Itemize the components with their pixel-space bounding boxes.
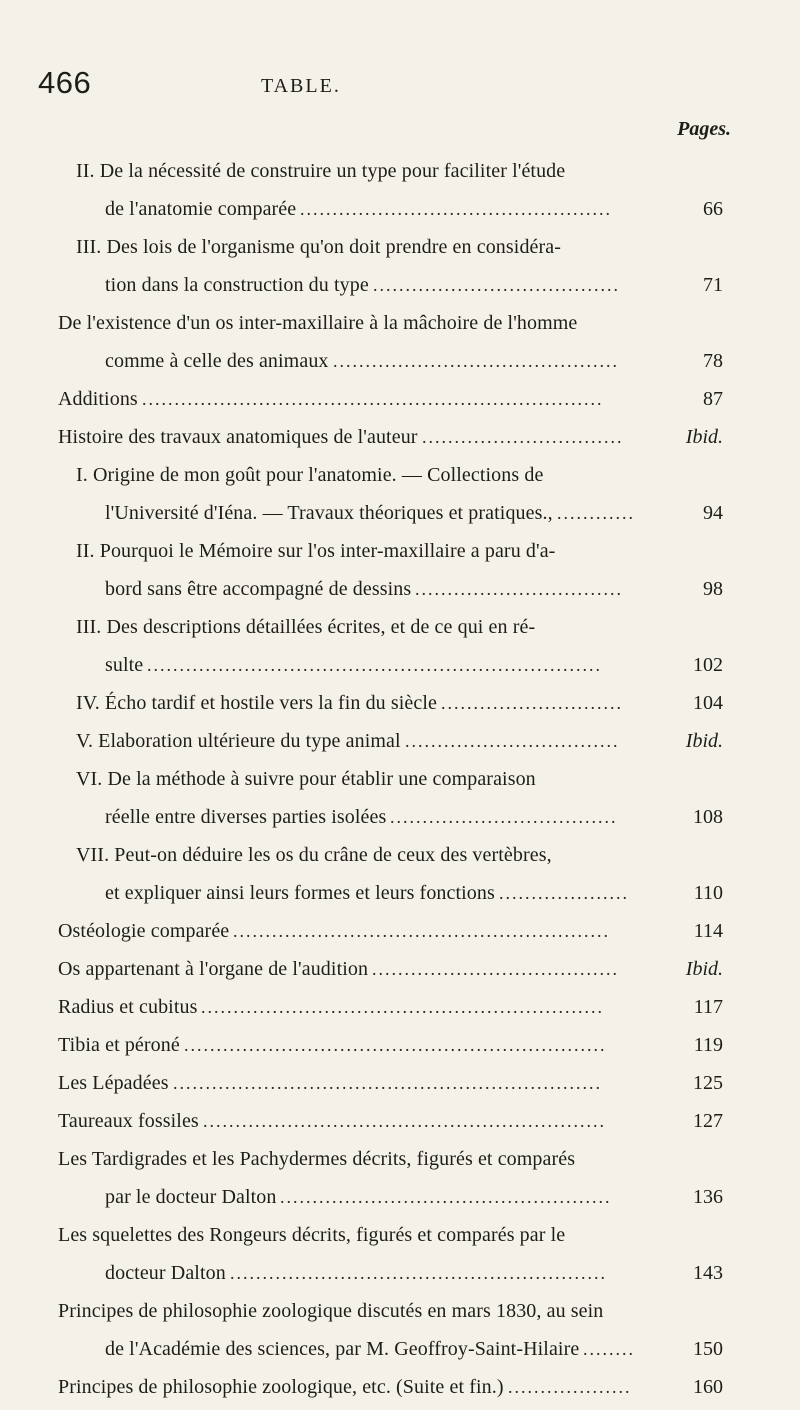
toc-entry-title: De l'existence d'un os inter-maxillaire à la mâchoire de l'homme [58, 312, 578, 334]
toc-entry-page: Ibid. [685, 426, 723, 448]
toc-entry-title: V. Elaboration ultérieure du type animal [76, 730, 401, 752]
toc-entry-title: Les Tardigrades et les Pachydermes décrits, figurés et comparés [58, 1148, 576, 1170]
toc-entry-title: IV. Écho tardif et hostile vers la fin du siècle [76, 692, 437, 714]
dot-leader: ........ [583, 1339, 635, 1359]
toc-entry-page: 98 [703, 578, 723, 600]
toc-entry-title: Taureaux fossiles [58, 1110, 199, 1132]
toc-entry-page: 117 [693, 996, 723, 1018]
toc-entry-page: 143 [693, 1262, 723, 1284]
toc-entry-page: 110 [693, 882, 723, 904]
toc-entry-page: 94 [703, 502, 723, 524]
dot-leader: ................................................... [280, 1187, 612, 1207]
toc-entry-page: 108 [693, 806, 723, 828]
toc-entry-continuation-row [0, 798, 800, 836]
toc-entry [0, 1216, 800, 1254]
toc-entry-title: Les squelettes des Rongeurs décrits, figurés et comparés par le [58, 1224, 566, 1246]
dot-leader: ................................... [390, 807, 618, 827]
toc-entry-title: II. Pourquoi le Mémoire sur l'os inter-maxillaire a paru d'a- [76, 540, 556, 562]
page-header [38, 65, 738, 105]
toc-entry-continuation: sulte [105, 654, 144, 676]
toc-entry-page: 136 [693, 1186, 723, 1208]
toc-entry-continuation-row [0, 1330, 800, 1368]
toc-entry-page: 127 [693, 1110, 723, 1132]
toc-entry-title: Tibia et péroné [58, 1034, 180, 1056]
toc-entry-page: 125 [693, 1072, 723, 1094]
running-head: TABLE. [261, 75, 341, 97]
toc-entry [0, 532, 800, 570]
toc-entry-continuation: docteur Dalton [105, 1262, 226, 1284]
dot-leader: ............................... [422, 427, 624, 447]
toc-entry [0, 418, 800, 456]
toc-entry-continuation: tion dans la construction du type [105, 274, 369, 296]
dot-leader: ............ [557, 503, 635, 523]
dot-leader: .............................................................. [201, 997, 604, 1017]
toc-entry-title: III. Des descriptions détaillées écrites, et de ce qui en ré- [76, 616, 536, 638]
toc-entry-page: 119 [693, 1034, 723, 1056]
toc-entry-page: 102 [693, 654, 723, 676]
dot-leader: ................................ [415, 579, 623, 599]
toc-entry [0, 722, 800, 760]
dot-leader: .................................................................. [173, 1073, 602, 1093]
toc-entry-continuation-row [0, 1254, 800, 1292]
toc-entry [0, 950, 800, 988]
toc-entry [0, 228, 800, 266]
toc-entry [0, 1102, 800, 1140]
toc-entry [0, 1064, 800, 1102]
toc-entry [0, 304, 800, 342]
page-number: 466 [38, 65, 92, 100]
toc-entry-title: Radius et cubitus [58, 996, 198, 1018]
toc-entry-continuation-row [0, 342, 800, 380]
toc-entry [0, 684, 800, 722]
toc-entry [0, 988, 800, 1026]
dot-leader: .......................................................... [233, 921, 610, 941]
toc-entry [0, 380, 800, 418]
toc-entry-title: II. De la nécessité de construire un type pour faciliter l'étude [76, 160, 566, 182]
dot-leader: ............................................ [333, 351, 619, 371]
pages-column-label: Pages. [677, 118, 731, 140]
toc-entry-page: 114 [693, 920, 723, 942]
toc-entry-continuation: réelle entre diverses parties isolées [105, 806, 387, 828]
toc-entry [0, 608, 800, 646]
toc-entry-title: VII. Peut-on déduire les os du crâne de ceux des vertèbres, [76, 844, 552, 866]
toc-entry-continuation: l'Université d'Iéna. — Travaux théoriques et pratiques., [105, 502, 553, 524]
toc-entry-continuation-row [0, 494, 800, 532]
toc-entry [0, 836, 800, 874]
toc-entry-title: Principes de philosophie zoologique, etc. (Suite et fin.) [58, 1376, 504, 1398]
dot-leader: ................................................ [300, 199, 612, 219]
toc-entry-title: Principes de philosophie zoologique discutés en mars 1830, au sein [58, 1300, 604, 1322]
table-of-contents [0, 152, 800, 1406]
toc-entry-title: Ostéologie comparée [58, 920, 230, 942]
toc-entry [0, 1368, 800, 1406]
toc-entry-continuation-row [0, 570, 800, 608]
dot-leader: .................... [499, 883, 629, 903]
toc-entry-continuation-row [0, 190, 800, 228]
dot-leader: ....................................................................... [142, 389, 604, 409]
dot-leader: ...................................... [372, 959, 619, 979]
toc-entry-title: VI. De la méthode à suivre pour établir une comparaison [76, 768, 536, 790]
toc-entry-continuation: par le docteur Dalton [105, 1186, 277, 1208]
toc-entry-title: III. Des lois de l'organisme qu'on doit prendre en considéra- [76, 236, 562, 258]
toc-entry-continuation-row [0, 874, 800, 912]
toc-entry [0, 456, 800, 494]
toc-entry [0, 760, 800, 798]
toc-entry-continuation: et expliquer ainsi leurs formes et leurs fonctions [105, 882, 495, 904]
dot-leader: ................................................................. [184, 1035, 607, 1055]
toc-entry-page: Ibid. [685, 958, 723, 980]
dot-leader: ...................................................................... [147, 655, 602, 675]
toc-entry-continuation: bord sans être accompagné de dessins [105, 578, 412, 600]
dot-leader: ...................................... [373, 275, 620, 295]
toc-entry-continuation: de l'Académie des sciences, par M. Geoffroy-Saint-Hilaire [105, 1338, 580, 1360]
toc-entry-page: 71 [703, 274, 723, 296]
toc-entry [0, 1026, 800, 1064]
toc-entry-continuation-row [0, 266, 800, 304]
toc-entry-title: Os appartenant à l'organe de l'audition [58, 958, 369, 980]
dot-leader: .............................................................. [203, 1111, 606, 1131]
toc-entry-continuation-row [0, 1178, 800, 1216]
toc-entry [0, 152, 800, 190]
toc-entry [0, 1292, 800, 1330]
dot-leader: .......................................................... [230, 1263, 607, 1283]
toc-entry-page: 104 [693, 692, 723, 714]
toc-entry-title: Additions [58, 388, 138, 410]
toc-entry-page: 87 [703, 388, 723, 410]
dot-leader: ............................ [441, 693, 623, 713]
toc-entry-title: Histoire des travaux anatomiques de l'auteur [58, 426, 418, 448]
toc-entry-title: I. Origine de mon goût pour l'anatomie. — Collections de [76, 464, 544, 486]
toc-entry-page: 150 [693, 1338, 723, 1360]
toc-entry-continuation: de l'anatomie comparée [105, 198, 297, 220]
toc-entry [0, 1140, 800, 1178]
toc-entry [0, 912, 800, 950]
toc-entry-title: Les Lépadées [58, 1072, 169, 1094]
toc-entry-page: 66 [703, 198, 723, 220]
toc-entry-page: 78 [703, 350, 723, 372]
toc-entry-continuation-row [0, 646, 800, 684]
dot-leader: ................................. [405, 731, 620, 751]
toc-entry-page: 160 [693, 1376, 723, 1398]
toc-entry-continuation: comme à celle des animaux [105, 350, 329, 372]
toc-entry-page: Ibid. [685, 730, 723, 752]
dot-leader: ................... [508, 1377, 632, 1397]
